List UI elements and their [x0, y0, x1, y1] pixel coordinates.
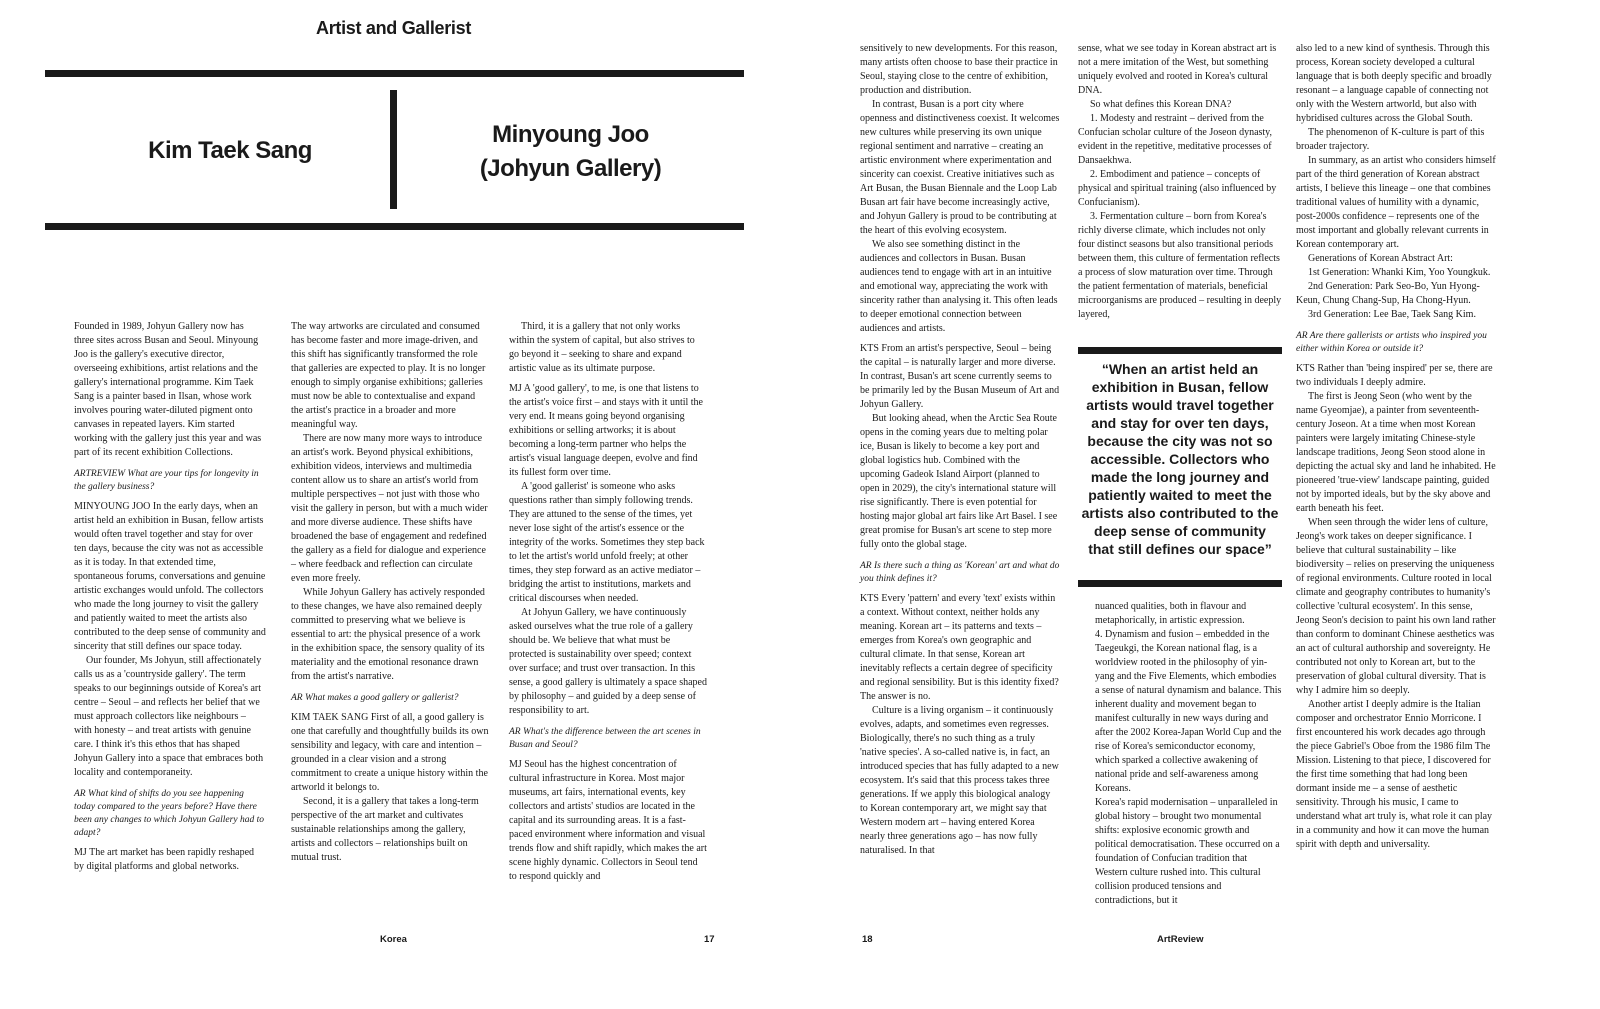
artist-name: Kim Taek Sang	[148, 137, 312, 164]
pull-quote-bottom-rule	[1078, 580, 1282, 587]
paragraph: A 'good gallerist' is someone who asks questions rather than simply following trends. They are attuned to the sense of the times, yet never lose sight of the artist's essence or the integrity of the works. Sometimes they step back to let the artist's world unfold freely; at other times, they step forward as an active mediator – bridging the artist to institutions, markets and critical discourses when needed.	[509, 481, 705, 604]
paragraph: So what defines this Korean DNA?	[1090, 99, 1232, 110]
question: AR Are there gallerists or artists who inspired you either within Korea or outside it?	[1296, 331, 1487, 354]
list-item: 1. Modesty and restraint – derived from the Confucian scholar culture of the Joseon dynasty, evident in the repetitive, meditative processes of Dansaekhwa.	[1078, 113, 1273, 166]
column-2	[291, 320, 489, 865]
paragraph: Third, it is a gallery that not only works within the system of capital, but also strives to go beyond it – seeking to share and expand artistic value as its ultimate purpose.	[509, 321, 695, 374]
section-header: Artist and Gallerist	[316, 18, 472, 38]
paragraph: Korea's rapid modernisation – unparalleled in global history – brought two monumental shifts: explosive economic growth and political democratisation. These occurred on a foundation of Confucian tradition that Western culture rushed into. This cultural collision produced tensions and contradictions, but it	[1095, 797, 1280, 906]
question: ARTREVIEW What are your tips for longevity in the gallery business?	[74, 469, 259, 492]
column-5-bottom	[1095, 600, 1282, 908]
footer-publication: ArtReview	[1157, 934, 1204, 945]
paragraph: We also see something distinct in the audiences and collectors in Busan. Busan audiences tend to engage with art in an intuitive and emotional way, appreciating the work with sincerity rather than analysing it. This often leads to deeper emotional connection between audiences and artists.	[860, 239, 1058, 334]
list-item: 2. Embodiment and patience – concepts of physical and spiritual training (also influenced by Confucianism).	[1078, 169, 1277, 208]
intro-paragraph: Founded in 1989, Johyun Gallery now has three sites across Busan and Seoul. Minyoung Joo is the gallery's executive director, overseeing exhibitions, artist relations and the gallery's international programme. Kim Taek Sang is a painter based in Ilsan, whose work involves pouring water-diluted pigment onto canvases in repeated layers. Kim started working with the gallery just this year and was part of its recent exhibition Collections.	[74, 321, 262, 458]
generation-item: 3rd Generation: Lee Bae, Taek Sang Kim.	[1308, 309, 1476, 320]
generation-item: 1st Generation: Whanki Kim, Yoo Youngkuk.	[1308, 267, 1491, 278]
top-rule	[45, 70, 744, 77]
generations-heading: Generations of Korean Abstract Art:	[1308, 253, 1453, 264]
column-5-top	[1078, 42, 1282, 322]
paragraph: In contrast, Busan is a port city where openness and distinctiveness coexist. It welcomes new cultures while preserving its own unique regional sentiment and narrative – creating an artistic environment where experimentation and sincerity can coexist. Creative initiatives such as Art Busan, the Busan Biennale and the Loop Lab Busan art fair have become increasingly active, and Johyun Gallery is proud to be contributing at the heart of this evolving ecosystem.	[860, 99, 1060, 236]
paragraph: Culture is a living organism – it continuously evolves, adapts, and sometimes even regresses. Biologically, there's no such thing as a truly 'native species'. A so-called native is, in fact, an introduced species that has fully adapted to a new ecosystem. It's said that this process takes three generations. If we apply this biological analogy to Korean contemporary art, we might say that Western modern art – having entered Korea nearly three generations ago – has now fully naturalised. In that	[860, 705, 1059, 856]
pull-quote: “When an artist held an exhibition in Busan, fellow artists would travel together and stay for over ten days, because the city was not so accessible. Collectors who made the long journey and patiently waited to meet the artists also contributed to the deep sense of community that still defines our space”	[1081, 361, 1279, 557]
answer-paragraph: MJ Seoul has the highest concentration of cultural infrastructure in Korea. Most major museums, art fairs, international events, key collectors and artists' studios are located in the capital and its surrounding areas. It is a fast-paced environment where information and visual trends flow and shift rapidly, which makes the art scene highly dynamic. Collectors in Seoul tend to respond quickly and	[509, 759, 707, 882]
answer-paragraph: KTS Every 'pattern' and every 'text' exists within a context. Without context, neither holds any meaning. Korean art – its patterns and texts – emerges from Korea's own geographic and cultural climate. In that sense, Korean art inevitably reflects a certain degree of specificity and regional sensibility. But is this identity fixed? The answer is no.	[860, 593, 1059, 702]
paragraph: While Johyun Gallery has actively responded to these changes, we have also remained deeply committed to preserving what we believe is essential to art: the physical presence of a work in the exhibition space, the sensory quality of its materiality and the emotional resonance drawn from the artist's narrative.	[291, 587, 485, 682]
paragraph: But looking ahead, when the Arctic Sea Route opens in the coming years due to melting polar ice, Busan is likely to become a key port and global logistics hub. Combined with the upcoming Gadeok Island Airport (planned to open in 2029), the city's international stature will rise significantly. There is even potential for hosting major global art fairs like Art Basel. I see great promise for Busan's art scene to step more fully onto the global stage.	[860, 413, 1058, 550]
gallerist-name	[397, 118, 744, 186]
paragraph: sense, what we see today in Korean abstract art is not a mere imitation of the West, but something uniquely evolved and rooted in Korea's cultural DNA.	[1078, 43, 1277, 96]
page-number: 17	[704, 934, 715, 945]
column-4	[860, 42, 1060, 858]
bottom-rule	[45, 223, 744, 230]
pull-quote-top-rule	[1078, 347, 1282, 354]
paragraph: The way artworks are circulated and consumed has become faster and more image-driven, and this shift has significantly transformed the role that galleries are expected to play. It is no longer enough to simply organise exhibitions; galleries must now be able to contextualise and expand the artist's practice in a broader and more meaningful way.	[291, 321, 486, 430]
paragraph: also led to a new kind of synthesis. Through this process, Korean society developed a cultural language that is both deeply specific and broadly resonant – a language capable of connecting not only with the Western artworld, but also with hybridised cultures across the Global South.	[1296, 43, 1492, 124]
column-1	[74, 320, 266, 874]
list-item: 4. Dynamism and fusion – embedded in the Taegeukgi, the Korean national flag, is a worldview rooted in the philosophy of yin-yang and the Five Elements, which embodies a sense of natural dynamism and balance. This inherent duality and movement began to manifest culturally in new ways during and after the 2002 Korea-Japan World Cup and the rise of Korea's semiconductor economy, which sparked a collective awakening of national pride and self-awareness among Koreans.	[1095, 629, 1282, 794]
answer-paragraph: MJ A 'good gallery', to me, is one that listens to the artist's voice first – and stays with it until the very end. It means going beyond organising exhibitions or selling artworks; it is about becoming a long-term partner who helps the artist's visual language deepen, evolve and find its fullest form over time.	[509, 383, 703, 478]
list-item: 3. Fermentation culture – born from Korea's richly diverse climate, which includes not only four distinct seasons but also transitional periods between them, this culture of fermentation reflects a process of slow maturation over time. Through the patient fermentation of materials, beneficial microorganisms are produced – resulting in deeply layered,	[1078, 211, 1282, 320]
paragraph: When seen through the wider lens of culture, Jeong's work takes on deeper significance. I believe that cultural sustainability – like biodiversity – relies on preserving the uniqueness of regional environments. Culture rooted in local climate and geography contributes to humanity's collective 'cultural ecosystem'. In this sense, Jeong Seon's decision to paint his own land rather than conform to dominant Chinese aesthetics was an act of cultural authorship and sovereignty. He contributed not only to Korean art, but to the preservation of global cultural diversity. That is why I admire him so deeply.	[1296, 517, 1496, 696]
paragraph: Our founder, Ms Johyun, still affectionately calls us as a 'countryside gallery'. The term speaks to our beginnings outside of Korea's art centre – Seoul – and reflects her belief that we must approach collectors like neighbours – with honesty – and treat artists with genuine care. I think it's this ethos that has shaped Johyun Gallery into a space that embraces both locality and contemporaneity.	[74, 655, 264, 778]
answer-paragraph: KTS Rather than 'being inspired' per se, there are two individuals I deeply admire.	[1296, 363, 1493, 388]
gallerist-name-line1: Minyoung Joo	[492, 121, 649, 148]
question: AR What makes a good gallery or gallerist?	[291, 693, 459, 703]
paragraph: sensitively to new developments. For this reason, many artists often choose to base their practice in Seoul, staying close to the centre of exhibition, production and distribution.	[860, 43, 1058, 96]
column-6	[1296, 42, 1496, 852]
paragraph: Another artist I deeply admire is the Italian composer and orchestrator Ennio Morricone. I first encountered his work decades ago through the piece Gabriel's Oboe from the 1986 film The Mission. Listening to that piece, I discovered for the first time something that had long been dormant inside me – a sense of aesthetic sensitivity. Through his music, I came to understand what art truly is, what role it can play in a community and how it can move the human spirit with depth and universality.	[1296, 699, 1493, 850]
answer-paragraph: MJ The art market has been rapidly reshaped by digital platforms and global networks.	[74, 847, 255, 872]
paragraph: nuanced qualities, both in flavour and metaphorically, in artistic expression.	[1095, 601, 1247, 626]
paragraph: At Johyun Gallery, we have continuously asked ourselves what the true role of a gallery should be. We believe that what must be protected is sustainability over speed; context over surface; and trust over transaction. In this sense, a good gallery is ultimately a space shaped by philosophy – and guided by a deep sense of responsibility to art.	[509, 607, 707, 716]
gallerist-name-line2: (Johyun Gallery)	[479, 155, 662, 182]
question: AR Is there such a thing as 'Korean' art and what do you think defines it?	[860, 561, 1060, 584]
answer-paragraph: MINYOUNG JOO In the early days, when an artist held an exhibition in Busan, fellow artists would often travel together and stay for over ten days, because the city was not as accessible as it is today. In that extended time, spontaneous forums, conversations and genuine artistic exchanges would unfold. The collectors who made the long journey to visit the gallery and patiently waited to meet the artists also contributed to the deep sense of community and sincerity that still defines our space today.	[74, 501, 266, 652]
answer-paragraph: KIM TAEK SANG First of all, a good gallery is one that carefully and thoughtfully builds its own sensibility and legacy, with care and intention – grounded in a clear vision and a strong commitment to create a unique history within the artworld it belongs to.	[291, 712, 489, 793]
column-3	[509, 320, 707, 884]
footer-section: Korea	[380, 934, 407, 945]
paragraph: There are now many more ways to introduce an artist's work. Beyond physical exhibitions, exhibition videos, interviews and multimedia content allow us to share an artist's world from multiple perspectives – not just with those who visit the gallery in person, but with a much wider and more diverse audience. These shifts have broadened the base of engagement and redefined the gallery as a field for dialogue and experience – where feedback and reflection can circulate even more freely.	[291, 433, 488, 584]
generation-item: 2nd Generation: Park Seo-Bo, Yun Hyong-Keun, Chung Chang-Sup, Ha Chong-Hyun.	[1296, 281, 1480, 306]
question: AR What's the difference between the art scenes in Busan and Seoul?	[509, 727, 701, 750]
paragraph: Second, it is a gallery that takes a long-term perspective of the art market and cultivates sustainable relationships among the gallery, artists and collectors – relationships built on mutual trust.	[291, 796, 479, 863]
paragraph: The phenomenon of K-culture is part of this broader trajectory.	[1296, 127, 1485, 152]
question: AR What kind of shifts do you see happening today compared to the years before? Have there been any changes to which Johyun Gallery had to adapt?	[74, 789, 264, 838]
page-number: 18	[862, 934, 873, 945]
paragraph: The first is Jeong Seon (who went by the name Gyeomjae), a painter from seventeenth-century Joseon. At a time when most Korean painters were largely imitating Chinese-style landscape traditions, Jeong Seon stood alone in depicting the actual sky and land he inhabited. He pioneered 'true-view' landscape painting, guided not by imported ideals, but by the sky above and earth beneath his feet.	[1296, 391, 1496, 514]
paragraph: In summary, as an artist who considers himself part of the third generation of Korean abstract artists, I believe this lineage – one that combines traditional values of humility with a dynamic, post-2000s confidence – represents one of the most important and globally relevant currents in Korean contemporary art.	[1296, 155, 1496, 250]
answer-paragraph: KTS From an artist's perspective, Seoul – being the capital – is naturally larger and more diverse. In contrast, Busan's art scene currently seems to be primarily led by the Busan Museum of Art and Johyun Gallery.	[860, 343, 1060, 410]
